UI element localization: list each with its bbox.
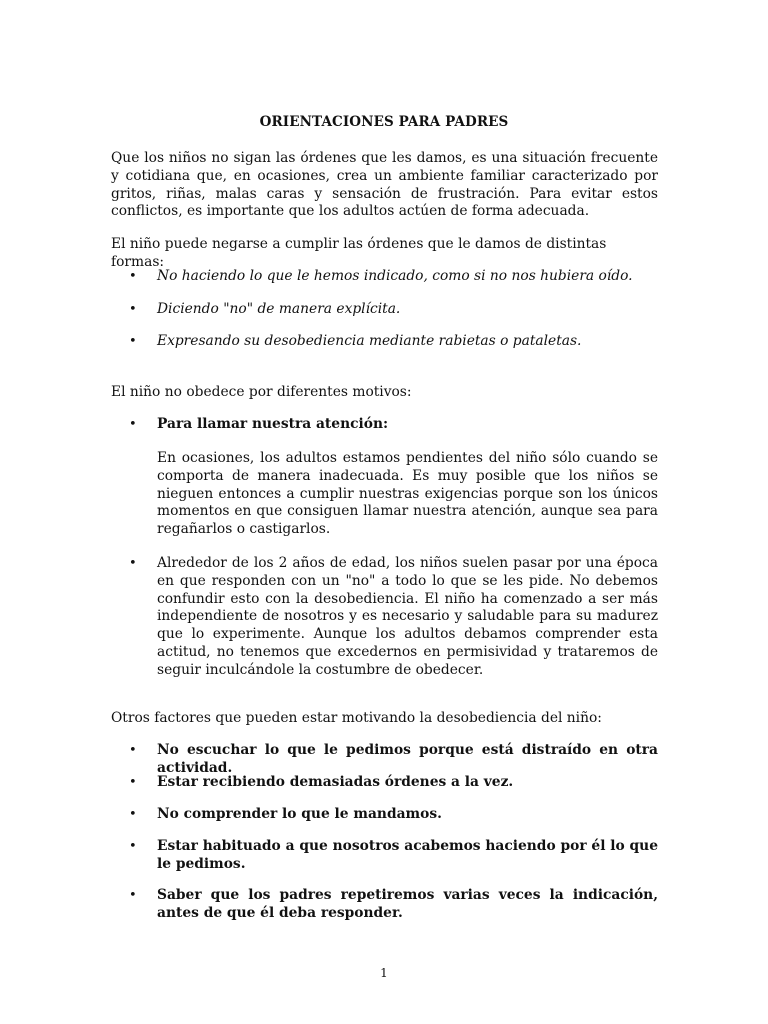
- motive-heading: Para llamar nuestra atención:: [157, 416, 389, 432]
- page-title: ORIENTACIONES PARA PADRES: [259, 114, 509, 130]
- motives-lead-paragraph: El niño no obedece por diferentes motivos:: [111, 384, 412, 400]
- forms-list-item: Expresando su desobediencia mediante rabietas o pataletas.: [157, 333, 582, 349]
- forms-list-item: Diciendo "no" de manera explícita.: [157, 301, 401, 317]
- factors-list-item: Saber que los padres repetiremos varias veces la indicación, antes de que él deba responder.: [157, 887, 658, 921]
- bullet-icon: •: [129, 334, 137, 349]
- factors-list-item: Estar habituado a que nosotros acabemos haciendo por él lo que le pedimos.: [157, 838, 658, 872]
- bullet-icon: •: [129, 775, 137, 790]
- intro-paragraph: Que los niños no sigan las órdenes que les damos, es una situación frecuente y cotidiana que, en ocasiones, crea un ambiente familiar caracterizado por gritos, riñas, malas caras y sensación de frustración. Para evitar estos conflictos, es importante que los adultos actúen de forma adecuada.: [111, 150, 658, 220]
- bullet-icon: •: [129, 302, 137, 317]
- factors-list-item: Estar recibiendo demasiadas órdenes a la vez.: [157, 774, 514, 790]
- bullet-icon: •: [129, 888, 137, 903]
- bullet-icon: •: [129, 743, 137, 758]
- bullet-icon: •: [129, 269, 137, 284]
- bullet-icon: •: [129, 417, 137, 432]
- forms-lead-paragraph: El niño puede negarse a cumplir las órdenes que le damos de distintas formas:: [111, 236, 607, 270]
- factors-list-item: No comprender lo que le mandamos.: [157, 806, 442, 822]
- factors-list-item: No escuchar lo que le pedimos porque está distraído en otra actividad.: [157, 742, 658, 776]
- bullet-icon: •: [129, 839, 137, 854]
- forms-list-item: No haciendo lo que le hemos indicado, como si no nos hubiera oído.: [157, 268, 633, 284]
- motive-body: En ocasiones, los adultos estamos pendientes del niño sólo cuando se comporta de manera inadecuada. Es muy posible que los niños se nieguen entonces a cumplir nuestras exigencias porque son los únicos momentos en que consiguen llamar nuestra atención, aunque sea para regañarlos o castigarlos.: [157, 450, 658, 538]
- bullet-icon: •: [129, 807, 137, 822]
- motive-body: Alrededor de los 2 años de edad, los niños suelen pasar por una época en que responden con un "no" a todo lo que se les pide. No debemos confundir esto con la desobediencia. El niño ha comenzado a ser más independiente de nosotros y es necesario y saludable para su madurez que lo experimente. Aunque los adultos debamos comprender esta actitud, no tenemos que excedernos en permisividad y trataremos de seguir inculcándole la costumbre de obedecer.: [157, 555, 658, 678]
- factors-lead-paragraph: Otros factores que pueden estar motivando la desobediencia del niño:: [111, 710, 602, 726]
- page-number: 1: [380, 966, 388, 980]
- bullet-icon: •: [129, 556, 137, 571]
